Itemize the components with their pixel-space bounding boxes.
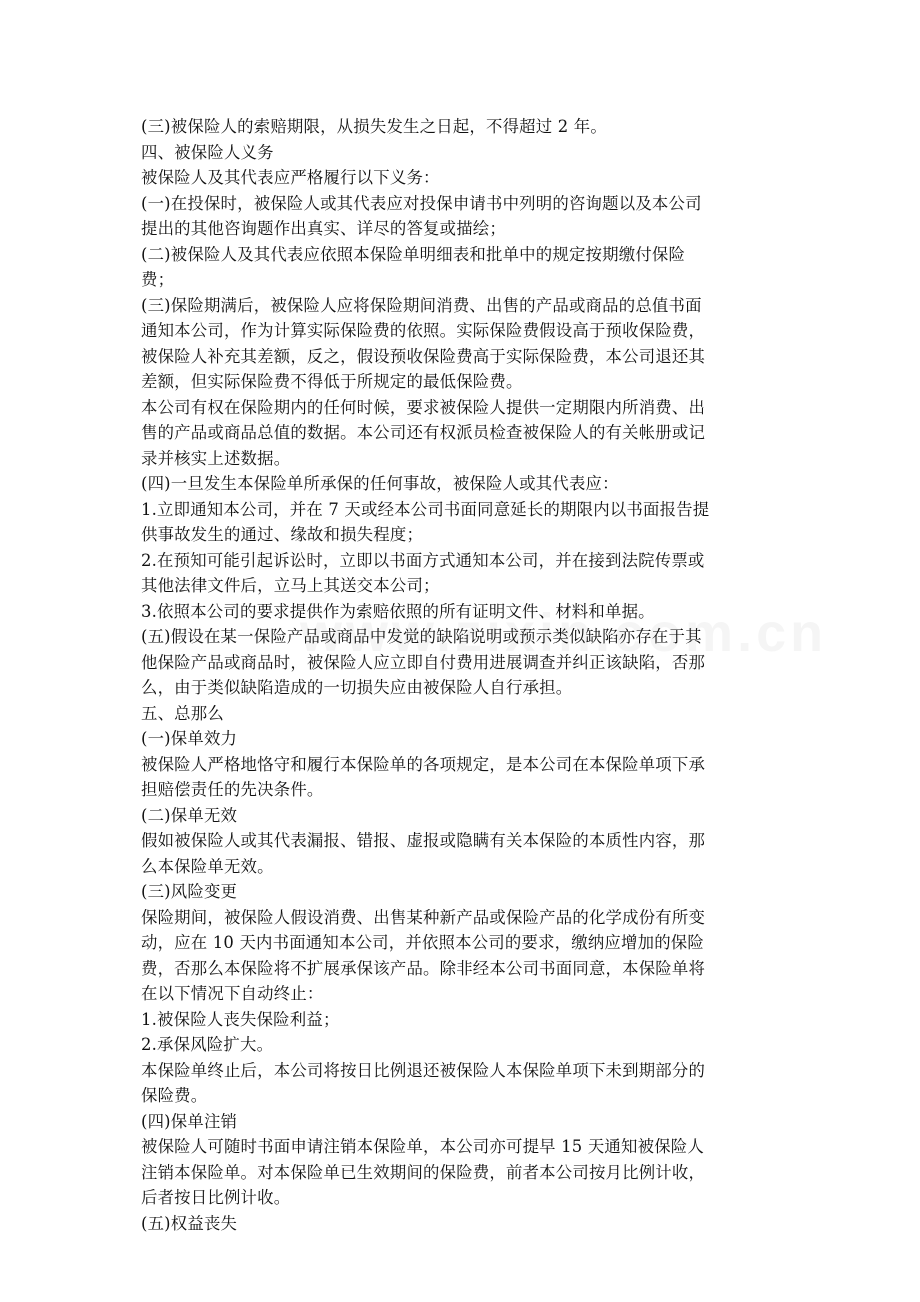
text-line: 差额，但实际保险费不得低于所规定的最低保险费。 (141, 372, 523, 391)
text-line: 其他法律文件后，立马上其送交本公司； (141, 576, 440, 595)
text-line: 供事故发生的通过、缘故和损失程度； (141, 525, 424, 544)
text-line: (五)假设在某一保险产品或商品中发觉的缺陷说明或预示类似缺陷亦存在于其 (141, 627, 702, 646)
text-line: (五)权益丧失 (141, 1213, 238, 1233)
text-line: 1.被保险人丧失保险利益； (141, 1009, 340, 1029)
text-line: 售的产品或商品总值的数据。本公司还有权派员检查被保险人的有关帐册或记 (141, 423, 706, 442)
text-line: 后者按日比例计收。 (141, 1188, 291, 1207)
text-line: 2.承保风险扩大。 (141, 1035, 274, 1054)
text-line: 2.在预知可能引起诉讼时，立即以书面方式通知本公司，并在接到法院传票或 (141, 550, 705, 570)
text-line: 在以下情况下自动终止： (141, 984, 324, 1003)
text-line: 被保险人补充其差额，反之，假设预收保险费高于实际保险费，本公司退还其 (141, 346, 706, 366)
text-line: 注销本保险单。对本保险单已生效期间的保险费，前者本公司按月比例计收， (141, 1162, 706, 1182)
text-line: (四)保单注销 (141, 1111, 238, 1131)
text-line: 假如被保险人或其代表漏报、错报、虚报或隐瞒有关本保险的本质性内容，那 (141, 831, 706, 850)
text-line: 费，否那么本保险将不扩展承保该产品。除非经本公司书面同意，本保险单将 (141, 958, 706, 978)
document-body (141, 114, 781, 1236)
text-line: 3.依照本公司的要求提供作为索赔依照的所有证明文件、材料和单据。 (141, 601, 655, 621)
text-line: 四、被保险人义务 (141, 142, 274, 162)
text-line: 1.立即通知本公司，并在 7 天或经本公司书面同意延长的期限内以书面报告提 (141, 499, 710, 519)
text-line: (三)风险变更 (141, 882, 238, 901)
text-line: 被保险人及其代表应严格履行以下义务： (141, 168, 440, 187)
text-line: 被保险人严格地恪守和履行本保险单的各项规定，是本公司在本保险单项下承 (141, 754, 706, 774)
text-line: 保险期间，被保险人假设消费、出售某种新产品或保险产品的化学成份有所变 (141, 907, 706, 927)
text-line: (一)在投保时，被保险人或其代表应对投保申请书中列明的咨询题以及本公司 (141, 193, 702, 213)
text-line: 费； (141, 270, 175, 289)
text-line: (三)保险期满后，被保险人应将保险期间消费、出售的产品或商品的总值书面 (141, 295, 702, 315)
text-line: 么，由于类似缺陷造成的一切损失应由被保险人自行承担。 (141, 678, 573, 697)
text-line: 被保险人可随时书面申请注销本保险单，本公司亦可提早 15 天通知被保险人 (141, 1137, 704, 1156)
text-line: (二)被保险人及其代表应依照本保险单明细表和批单中的规定按期缴付保险 (141, 244, 686, 264)
text-line: 录并核实上述数据。 (141, 448, 291, 468)
text-line: 本保险单终止后，本公司将按日比例退还被保险人本保险单项下未到期部分的 (141, 1060, 706, 1080)
text-line: (三)被保险人的索赔期限，从损失发生之日起，不得超过 2 年。 (141, 117, 607, 136)
text-line: 担赔偿责任的先决条件。 (141, 780, 324, 799)
text-line: 他保险产品或商品时，被保险人应立即自付费用进展调查并纠正该缺陷，否那 (141, 652, 706, 672)
text-line: (二)保单无效 (141, 805, 238, 825)
text-line: (四)一旦发生本保险单所承保的任何事故，被保险人或其代表应： (141, 474, 619, 493)
text-line: 五、总那么 (141, 703, 224, 723)
text-line: (一)保单效力 (141, 729, 238, 748)
text-line: 提出的其他咨询题作出真实、详尽的答复或描绘； (141, 219, 506, 238)
text-line: 通知本公司，作为计算实际保险费的依照。实际保险费假设高于预收保险费， (141, 321, 706, 340)
text-line: 保险费。 (141, 1086, 208, 1105)
text-line: 么本保险单无效。 (141, 856, 274, 876)
text-line: 动，应在 10 天内书面通知本公司，并依照本公司的要求，缴纳应增加的保险 (141, 933, 704, 952)
text-line: 本公司有权在保险期内的任何时候，要求被保险人提供一定期限内所消费、出 (141, 397, 706, 417)
